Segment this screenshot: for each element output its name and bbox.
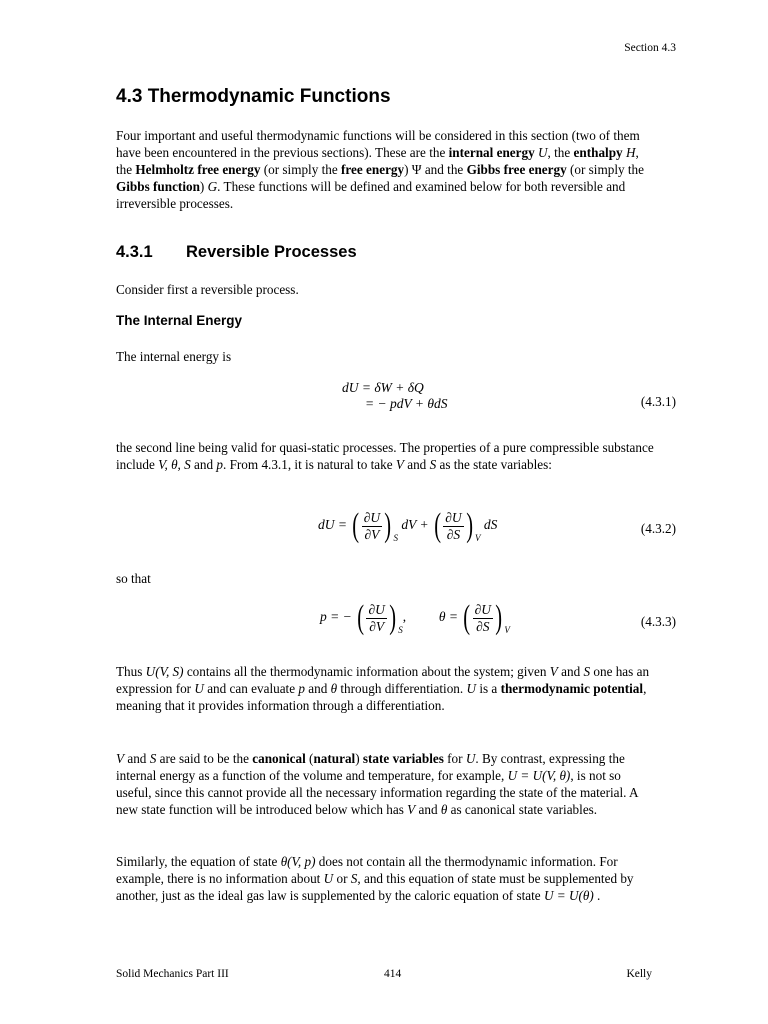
eq1-line2: = − pdV + θdS xyxy=(365,396,448,411)
equation-number-4-3-1: (4.3.1) xyxy=(640,394,676,409)
eq2-sub1: S xyxy=(393,533,398,544)
eq2-frac2: $\frac{\partial U}{\partial S}$ xyxy=(445,509,462,542)
para-text: and xyxy=(190,457,217,472)
eq2-end: dS xyxy=(483,517,498,533)
eq3-comma: , xyxy=(402,609,407,625)
section-title-text: Thermodynamic Functions xyxy=(147,86,391,107)
eq3-lhs2: θ = xyxy=(438,609,458,625)
term-internal-energy: internal energy xyxy=(448,145,535,160)
term-free-energy: free energy xyxy=(341,162,405,177)
symbol-h: H xyxy=(622,145,636,160)
page-number: 414 xyxy=(384,968,402,980)
section-title xyxy=(116,86,391,108)
subsection-text: Reversible Processes xyxy=(186,243,357,261)
eq1-line1: dU = δW + δQ xyxy=(342,380,424,395)
equation-number-4-3-3: (4.3.3) xyxy=(640,614,676,629)
symbol-v: V xyxy=(395,457,404,472)
term-natural: natural xyxy=(313,751,356,766)
eq3-frac2: $\frac{\partial U}{\partial S}$ xyxy=(474,601,492,634)
eq3-sub1: S xyxy=(398,625,403,636)
consider-paragraph: Consider first a reversible process. xyxy=(116,282,299,297)
intro-text: , the xyxy=(547,145,574,160)
symbol-g: G xyxy=(207,179,218,194)
eq2-frac1: $\frac{\partial U}{\partial V}$ xyxy=(363,509,381,542)
equation-number-4-3-2: (4.3.2) xyxy=(640,521,676,536)
intro-text: ) Ψ and the xyxy=(404,162,467,177)
term-gibbs-free-energy: Gibbs free energy xyxy=(466,162,567,177)
canonical-variables-paragraph: V and S are said to be the canonical (natural) state variables for U. By contrast, expressing the internal energy as a function of the volume and temperature, for example, U = U(V, θ), is not so useful, since this cannot provide all the necessary information regarding the state of the material. A new state function will be introduced below which has V and θ as canonical state variables. xyxy=(116,751,638,817)
term-canonical: canonical xyxy=(252,751,306,766)
eq3-lhs: p = − xyxy=(320,609,352,625)
para-text: as the state variables: xyxy=(436,457,552,472)
section-header: Section 4.3 xyxy=(624,42,676,54)
term-gibbs-function: Gibbs function xyxy=(116,179,200,194)
internal-energy-intro: The internal energy is xyxy=(116,349,232,364)
properties-paragraph xyxy=(116,439,656,473)
term-helmholtz: Helmholtz free energy xyxy=(135,162,261,177)
eq3-sub2: V xyxy=(504,625,510,636)
intro-text: . These functions will be defined and examined below for both reversible and irreversible processes. xyxy=(116,179,626,211)
eq3-frac1: $\frac{\partial U}{\partial V}$ xyxy=(368,601,385,634)
para-text: . From 4.3.1, it is natural to take xyxy=(222,457,396,472)
symbol-p: p xyxy=(216,457,223,472)
equation-of-state-paragraph: Similarly, the equation of state θ(V, p) does not contain all the thermodynamic information. For example, there is no information about U or S, and this equation of state must be supplemented by another, just as the ideal gas law is supplemented by the caloric equation of state U = U(θ) . xyxy=(116,854,634,903)
term-thermodynamic-potential: thermodynamic potential xyxy=(500,681,644,696)
internal-energy-heading: The Internal Energy xyxy=(116,313,243,328)
term-state-variables: state variables xyxy=(362,751,444,766)
intro-text: (or simply the xyxy=(260,162,342,177)
so-that-text: so that xyxy=(116,571,151,586)
intro-text: (or simply the xyxy=(566,162,644,177)
para-text: and xyxy=(403,457,430,472)
eq2-lhs: dU = xyxy=(318,517,347,533)
subsection-number: 4.3.1 xyxy=(116,243,153,261)
subsection-title xyxy=(116,243,357,262)
thermodynamic-potential-paragraph: Thus U(V, S) contains all the thermodynamic information about the system; given V and S one has an expression for U and can evaluate p and θ through differentiation. U is a thermodynamic potential, meaning that it provides information through a differentiation. xyxy=(116,664,650,713)
equation-4-3-1 xyxy=(342,380,447,412)
equation-4-3-2: dU = ( $\frac{\partial U}{\partial V}$ ) $_S$ dV + ( $\frac{\partial U}{\partial S}$ ) $_V$ dS xyxy=(318,507,498,544)
para-text: the second line being valid for quasi-static processes. The properties of a pure compressible substance include xyxy=(116,440,654,472)
eq2-sub2: V xyxy=(475,533,481,544)
intro-text: Four important and useful thermodynamic functions will be considered in this section (two of them have been encountered in the previous sections). These are the xyxy=(116,128,640,160)
equation-4-3-3: p = − ( $\frac{\partial U}{\partial V}$ ) $_S$, θ = ( $\frac{\partial U}{\partial S}$ ) $_V$ xyxy=(320,599,510,636)
eq2-mid: dV + xyxy=(401,517,429,533)
symbol-vars: V, θ, S xyxy=(158,457,191,472)
symbol-s: S xyxy=(429,457,437,472)
intro-text: , the xyxy=(116,145,639,177)
footer-right: Kelly xyxy=(626,968,652,980)
section-title-number: 4.3 xyxy=(116,86,143,107)
footer-left: Solid Mechanics Part III xyxy=(116,968,229,980)
symbol-u: U xyxy=(534,145,548,160)
intro-paragraph xyxy=(116,127,656,212)
term-enthalpy: enthalpy xyxy=(573,145,623,160)
intro-text: ) xyxy=(199,179,208,194)
